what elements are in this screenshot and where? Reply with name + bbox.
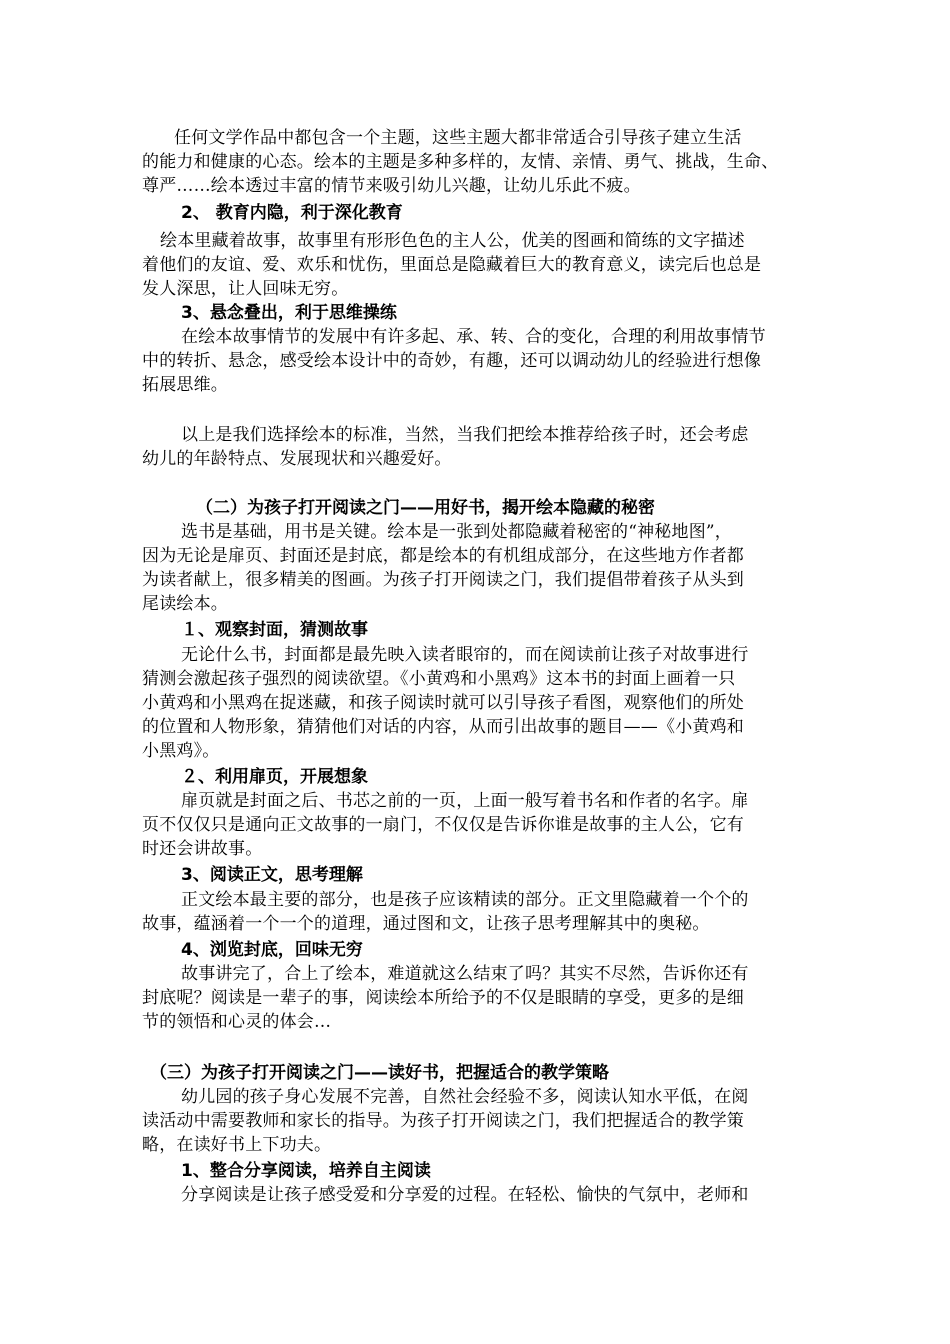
paragraph-line: 猜测会激起孩子强烈的阅读欲望。《小黄鸡和小黑鸡》这本书的封面上画着一只 [142, 669, 736, 689]
subheading: 3、悬念叠出，利于思维操练 [181, 303, 397, 323]
paragraph-line: 封底呢？阅读是一辈子的事，阅读绘本所给予的不仅是眼睛的享受，更多的是细 [142, 988, 744, 1008]
paragraph-line: 幼儿的年龄特点、发展现状和兴趣爱好。 [142, 449, 452, 469]
paragraph-line: 正文绘本最主要的部分，也是孩子应该精读的部分。正文里隐藏着一个个的 [181, 890, 749, 910]
section-title: （二）为孩子打开阅读之门——用好书，揭开绘本隐藏的秘密 [196, 498, 655, 518]
subheading: 1、整合分享阅读，培养自主阅读 [181, 1161, 431, 1181]
paragraph-line: 尊严……绘本透过丰富的情节来吸引幼儿兴趣，让幼儿乐此不疲。 [142, 176, 641, 196]
paragraph-line: 为读者献上，很多精美的图画。为孩子打开阅读之门，我们提倡带着孩子从头到 [142, 570, 744, 590]
subheading: 2、 教育内隐，利于深化教育 [181, 203, 403, 223]
paragraph-line: 略，在读好书上下功夫。 [142, 1135, 332, 1155]
paragraph-line: 绘本里藏着故事，故事里有形形色色的主人公，优美的图画和简练的文字描述 [160, 231, 745, 251]
subheading: 3、阅读正文，思考理解 [181, 865, 363, 885]
paragraph-line: 分享阅读是让孩子感受爱和分享爱的过程。在轻松、愉快的气氛中，老师和 [181, 1185, 749, 1205]
paragraph-line: 的位置和人物形象，猜猜他们对话的内容，从而引出故事的题目——《小黄鸡和 [142, 717, 744, 737]
paragraph-line: 中的转折、悬念，感受绘本设计中的奇妙，有趣，还可以调动幼儿的经验进行想像 [142, 351, 762, 371]
paragraph-line: 节的领悟和心灵的体会… [142, 1012, 332, 1032]
paragraph-line: 拓展思维。 [142, 375, 228, 395]
paragraph-line: 发人深思，让人回味无穷。 [142, 279, 349, 299]
paragraph-line: 的能力和健康的心态。绘本的主题是多种多样的，友情、亲情、勇气、挑战，生命、 [142, 152, 779, 172]
paragraph-line: 着他们的友谊、爱、欢乐和忧伤，里面总是隐藏着巨大的教育意义，读完后也总是 [142, 255, 762, 275]
paragraph-line: 页不仅仅只是通向正文故事的一扇门，不仅仅是告诉你谁是故事的主人公，它有 [142, 815, 744, 835]
subheading: ２、利用扉页，开展想象 [181, 767, 368, 787]
paragraph-line: 以上是我们选择绘本的标准，当然，当我们把绘本推荐给孩子时，还会考虑 [181, 425, 749, 445]
paragraph-line: 扉页就是封面之后、书芯之前的一页，上面一般写着书名和作者的名字。扉 [181, 791, 749, 811]
paragraph-line: 小黑鸡》。 [142, 741, 220, 761]
paragraph-line: 读活动中需要教师和家长的指导。为孩子打开阅读之门，我们把握适合的教学策 [142, 1111, 744, 1131]
paragraph-line: 尾读绘本。 [142, 594, 228, 614]
subheading: 4、浏览封底，回味无穷 [181, 940, 363, 960]
paragraph-line: 故事讲完了，合上了绘本，难道就这么结束了吗？其实不尽然，告诉你还有 [181, 964, 749, 984]
paragraph-line: 任何文学作品中都包含一个主题，这些主题大都非常适合引导孩子建立生活 [174, 128, 742, 148]
paragraph-line: 故事，蕴涵着一个一个的道理，通过图和文，让孩子思考理解其中的奥秘。 [142, 914, 710, 934]
paragraph-line: 无论什么书，封面都是最先映入读者眼帘的，而在阅读前让孩子对故事进行 [181, 645, 749, 665]
paragraph-line: 因为无论是扉页、封面还是封底，都是绘本的有机组成部分，在这些地方作者都 [142, 546, 744, 566]
section-title: （三）为孩子打开阅读之门——读好书，把握适合的教学策略 [150, 1063, 609, 1083]
paragraph-line: 选书是基础，用书是关键。绘本是一张到处都隐藏着秘密的“神秘地图”， [181, 522, 732, 542]
paragraph-line: 在绘本故事情节的发展中有许多起、承、转、合的变化，合理的利用故事情节 [181, 327, 766, 347]
paragraph-line: 时还会讲故事。 [142, 839, 263, 859]
paragraph-line: 幼儿园的孩子身心发展不完善，自然社会经验不多，阅读认知水平低，在阅 [181, 1087, 749, 1107]
paragraph-line: 小黄鸡和小黑鸡在捉迷藏，和孩子阅读时就可以引导孩子看图，观察他们的所处 [142, 693, 744, 713]
subheading: １、观察封面，猜测故事 [181, 620, 368, 640]
